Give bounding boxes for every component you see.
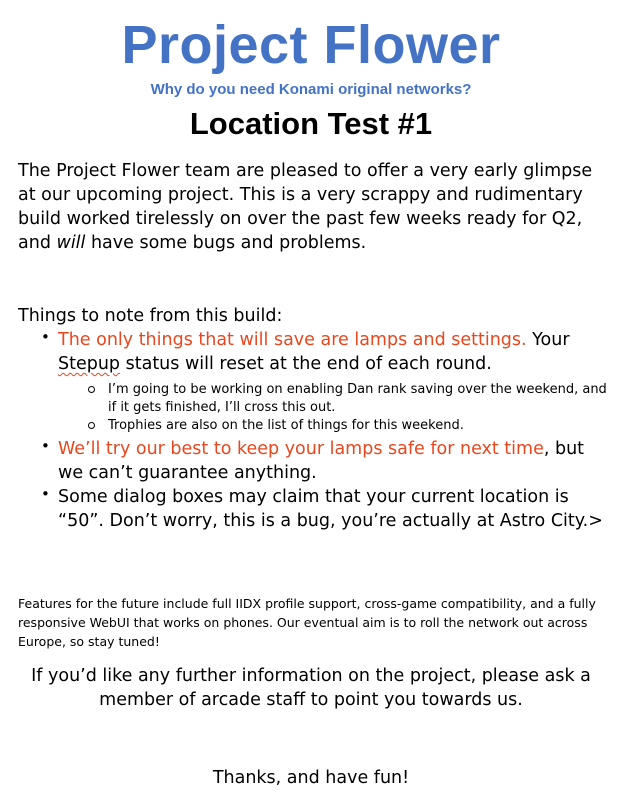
spellcheck-word: Stepup [58, 354, 121, 374]
notes-list [58, 328, 614, 533]
section-heading: Location Test #1 [189, 106, 433, 141]
intro-emphasis: will [56, 233, 86, 253]
sub-item-trophies: Trophies are also on the list of things for this weekend. [108, 417, 614, 435]
note-sublist [58, 381, 614, 435]
thanks-line: Thanks, and have fun! [212, 768, 410, 788]
note-item-location: • Some dialog boxes may claim that your current location is “50”. Don’t worry, this is a bug, you’re actually at Astro City.> [58, 485, 614, 533]
intro-paragraph [18, 159, 608, 255]
sub-item-dan-rank: I’m going to be working on enabling Dan rank saving over the weekend, and if it gets finished, I’ll cross this out. [108, 381, 614, 417]
features-paragraph: Features for the future include full IIDX profile support, cross-game compatibility, and a fully responsive WebUI that works on phones. Our eventual aim is to roll the network out across Europe, so stay tuned! [18, 596, 596, 649]
notes-heading: Things to note from this build: [18, 306, 283, 326]
note-save-text-start: Your [526, 330, 570, 350]
note-save-text-end: status will reset at the end of each round. [120, 354, 492, 374]
note-item-save [58, 328, 614, 435]
document-subtitle: Why do you need Konami original networks? [150, 81, 472, 98]
intro-text-start: The Project Flower team are pleased to offer a very early glimpse at our upcoming project. This is a very scrappy and rudimentary build worked tirelessly on over the past few weeks ready for Q2, and [18, 161, 593, 253]
note-lamps-text: , but we can’t guarantee anything. [58, 439, 585, 483]
note-item-lamps [58, 437, 614, 485]
closing-paragraph: If you’d like any further information on the project, please ask a member of arcade staff to point you towards us. [31, 666, 591, 710]
document-title: Project Flower [121, 15, 501, 75]
note-lamps-highlight: We’ll try our best to keep your lamps safe for next time [58, 439, 544, 459]
note-save-highlight: The only things that will save are lamps and settings. [58, 330, 527, 350]
intro-text-end: have some bugs and problems. [85, 233, 367, 253]
